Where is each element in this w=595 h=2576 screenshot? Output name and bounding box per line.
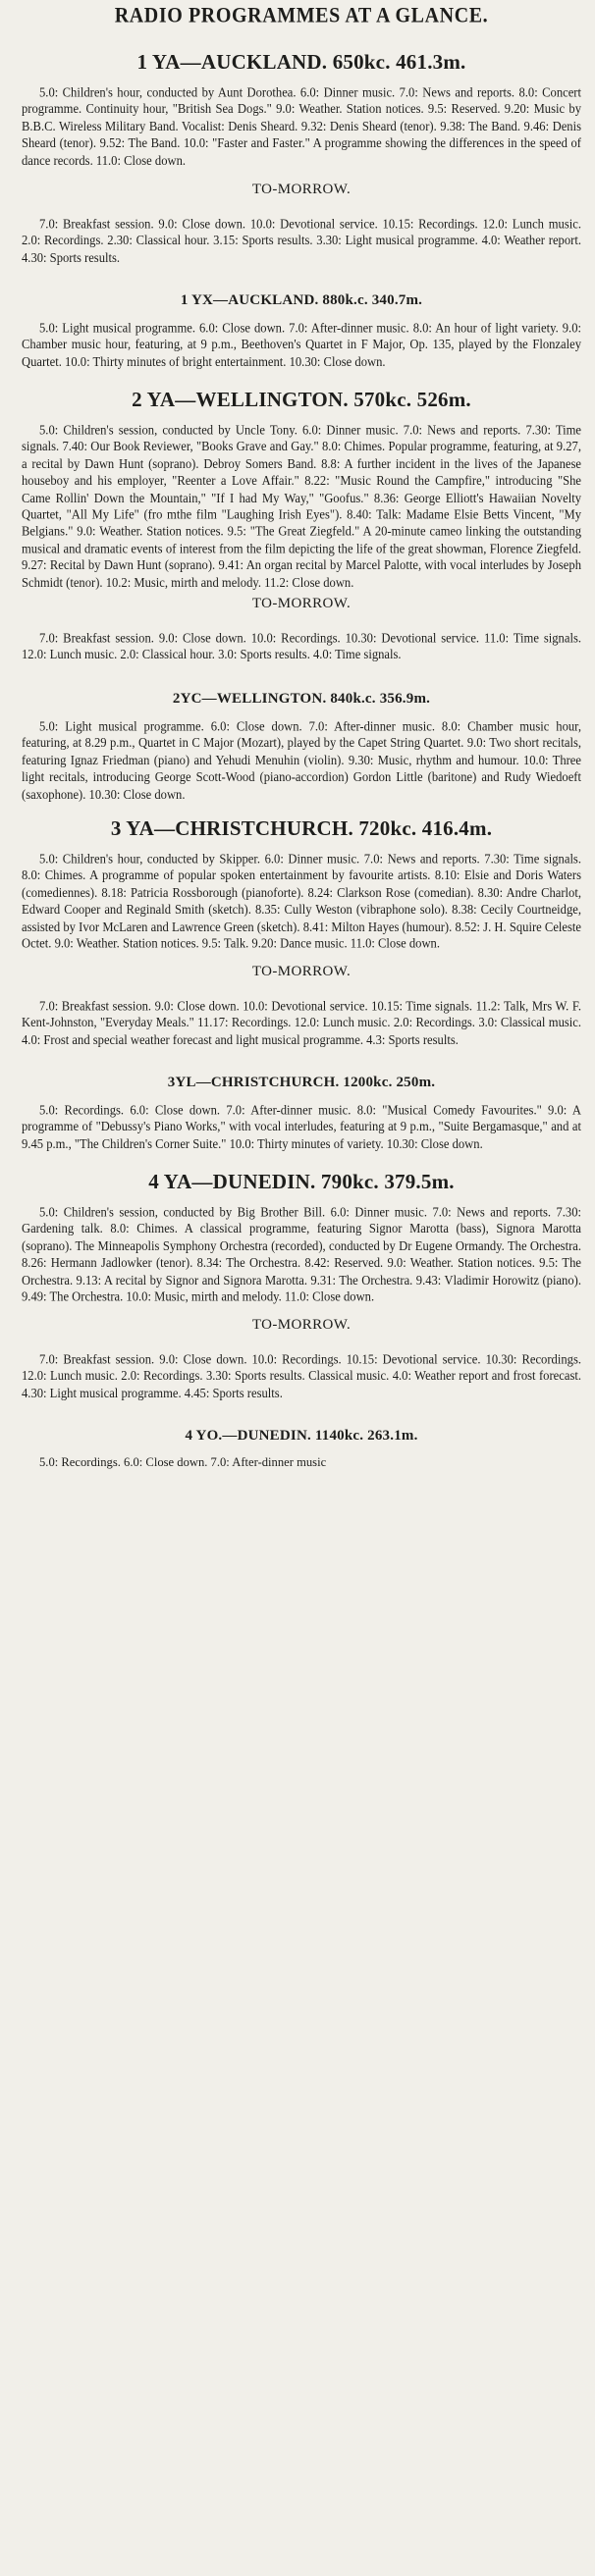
tomorrow-heading: TO-MORROW. (251, 963, 352, 979)
page-title: RADIO PROGRAMMES AT A GLANCE. (114, 3, 489, 28)
station-heading: 1 YA—AUCKLAND. 650kc. 461.3m. (136, 50, 466, 74)
station-section-3yl (22, 1073, 581, 1152)
station-heading: 1 YX—AUCKLAND. 880k.c. 340.7m. (180, 292, 423, 309)
station-heading: 3YL—CHRISTCHURCH. 1200kc. 250m. (167, 1075, 436, 1091)
station-section-3ya (22, 815, 581, 1048)
station-section-4yo (22, 1426, 581, 1470)
station-heading: 4 YO.—DUNEDIN. 1140kc. 263.1m. (185, 1427, 418, 1444)
programme-tomorrow: 7.0: Breakfast session. 9.0: Close down. 10.0: Devotional service. 10.15: Recordings. 12.0: Lunch music. 2.0: Recordings. 2.30: Classical hour. 3.15: Sports results. 3.30: Light musical programme. 4.0: Weather report. 4.30: Sports results. (22, 216, 581, 266)
station-section-2ya (22, 387, 581, 662)
station-section-1ya (22, 49, 581, 266)
tomorrow-heading: TO-MORROW. (251, 1316, 352, 1333)
station-section-1yx (22, 290, 581, 370)
station-heading: 2YC—WELLINGTON. 840k.c. 356.9m. (172, 691, 431, 708)
programme-tomorrow: 7.0: Breakfast session. 9.0: Close down. 10.0: Devotional service. 10.15: Time signals. 11.2: Talk, Mrs W. F. Kent-Johnston, "Everyday Meals." 11.17: Recordings. 12.0: Lunch music. 2.0: Recordings. 3.0: Classical music. 4.0: Frost and special weather forecast and light musical programme. 4.3: Sports results. (22, 997, 581, 1048)
programme-today: 5.0: Children's session, conducted by Uncle Tony. 6.0: Dinner music. 7.0: News and reports. 7.30: Time signals. 7.40: Our Book Reviewer, "Books Grave and Gay." 8.0: Chimes. Popular programme, featuring, at 9.27, a recital by Dawn Hunt (soprano). Debroy Somers Band. 8.8: A further incident in the lives of the Japanese houseboy and his employer, "Reenter a Love Affair." 8.22: "Music Round the Campfire," introducing "She Came Rollin' Down the Mountain," "If I had My Way," "Goofus." 8.36: George Elliott's Hawaiian Novelty Quartet, "All My Life" (fro mthe film "Laughing Irish Eyes"). 8.40: Talk: Madame Elsie Betts Vincent, "My Belgians." 9.0: Weather. Station notices. 9.5: "The Great Ziegfeld." A 20-minute cameo linking the outstanding musical and dramatic events of interest from the film depicting the life of the great showman, Florence Ziegfeld. 9.27: Recital by Dawn Hunt (soprano). 9.41: An organ recital by Marcel Palotte, with vocal interludes by Joseph Schmidt (tenor). 10.2: Music, mirth and melody. 11.2: Close down. (22, 422, 581, 591)
station-heading: 4 YA—DUNEDIN. 790kc. 379.5m. (148, 1170, 455, 1194)
programme-today: 5.0: Children's hour, conducted by Aunt Dorothea. 6.0: Dinner music. 7.0: News and reports. 8.0: Concert programme. Continuity hour, "British Sea Dogs." 9.0: Weather. Station notices. 9.5: Reserved. 9.20: Music by B.B.C. Wireless Military Band. Vocalist: Denis Sheard. 9.32: Denis Sheard (tenor). 9.38: The Band. 9.46: Denis Sheard (tenor). 9.52: The Band. 10.0: "Faster and Faster." A programme showing the differences in the speed of dance records. 11.0: Close down. (22, 84, 581, 168)
station-heading: 2 YA—WELLINGTON. 570kc. 526m. (132, 388, 471, 412)
station-heading: 3 YA—CHRISTCHURCH. 720kc. 416.4m. (110, 816, 493, 841)
programme-today: 5.0: Children's session, conducted by Big Brother Bill. 6.0: Dinner music. 7.0: News and reports. 7.30: Gardening talk. 8.0: Chimes. A classical programme, featuring Signor Marotta (bass), Signora Marotta (soprano). The Minneapolis Symphony Orchestra (recorded), conducted by Dr Eugene Ormandy. The Orchestra. 8.26: Hermann Jadlowker (tenor). 8.34: The Orchestra. 8.42: Reserved. 9.0: Weather. Station notices. 9.5: The Orchestra. 9.13: A recital by Signor and Signora Marotta. 9.31: The Orchestra. 9.43: Vladimir Horowitz (piano). 9.49: The Orchestra. 10.0: Music, mirth and melody. 11.0: Close down. (22, 1204, 581, 1305)
programme-tomorrow: 7.0: Breakfast session. 9.0: Close down. 10.0: Recordings. 10.30: Devotional service. 11.0: Time signals. 12.0: Lunch music. 2.0: Classical hour. 3.0: Sports results. 4.0: Time signals. (22, 629, 581, 662)
station-section-2yc (22, 689, 581, 803)
programme-today: 5.0: Recordings. 6.0: Close down. 7.0: After-dinner music. 8.0: "Musical Comedy Favourites." 9.0: A programme of "Debussy's Piano Works," with vocal interludes, featuring at 9 p.m., "Suite Bergamasque," and at 9.45 p.m., "The Children's Corner Suite." 10.0: Thirty minutes of variety. 10.30: Close down. (22, 1102, 581, 1152)
programme-today: 5.0: Light musical programme. 6.0: Close down. 7.0: After-dinner music. 8.0: An hour of light variety. 9.0: Chamber music hour, featuring, at 9 p.m., Beethoven's Quartet in F Major, Op. 135, played by the Flonzaley Quartet. 10.0: Thirty minutes of bright entertainment. 10.30: Close down. (22, 320, 581, 370)
tomorrow-heading: TO-MORROW. (251, 182, 352, 198)
programme-today: 5.0: Light musical programme. 6.0: Close down. 7.0: After-dinner music. 8.0: Chamber music hour, featuring, at 8.29 p.m., Quartet in C Major (Mozart), played by the Capet String Quartet. 9.0: Two short recitals, featuring Ignaz Friedman (piano) and Yehudi Menuhin (violin). 9.30: Music, rhythm and humour. 10.0: Three light recitals, introducing George Scott-Wood (piano-accordion) Gordon Little (baritone) and Rudy Wiedoeft (saxophone). 10.30: Close down. (22, 718, 581, 803)
tomorrow-heading: TO-MORROW. (251, 595, 352, 611)
programme-today: 5.0: Children's hour, conducted by Skipper. 6.0: Dinner music. 7.0: News and reports. 7.30: Time signals. 8.0: Chimes. A programme of popular spoken entertainment by favourite artists. 8.10: Elsie and Doris Waters (comediennes). 8.18: Patricia Rossborough (pianoforte). 8.24: Clarkson Rose (comedian). 8.30: Andre Charlot, Edward Cooper and Reginald Smith (sketch). 8.35: Cully Weston (vibraphone solo). 8.38: Cecily Courtneidge, assisted by Ivor McLaren and Lawrence Green (sketch). 8.41: Milton Hayes (humour). 8.52: J. H. Squire Celeste Octet. 9.0: Weather. Station notices. 9.5: Talk. 9.20: Dance music. 11.0: Close down. (22, 851, 581, 952)
programme-tomorrow: 7.0: Breakfast session. 9.0: Close down. 10.0: Recordings. 10.15: Devotional service. 10.30: Recordings. 12.0: Lunch music. 2.0: Recordings. 3.30: Sports results. Classical music. 4.0: Weather report and frost forecast. 4.30: Light musical programme. 4.45: Sports results. (22, 1350, 581, 1400)
station-section-4ya (22, 1169, 581, 1400)
programme-today: 5.0: Recordings. 6.0: Close down. 7.0: After-dinner music (39, 1454, 327, 1469)
